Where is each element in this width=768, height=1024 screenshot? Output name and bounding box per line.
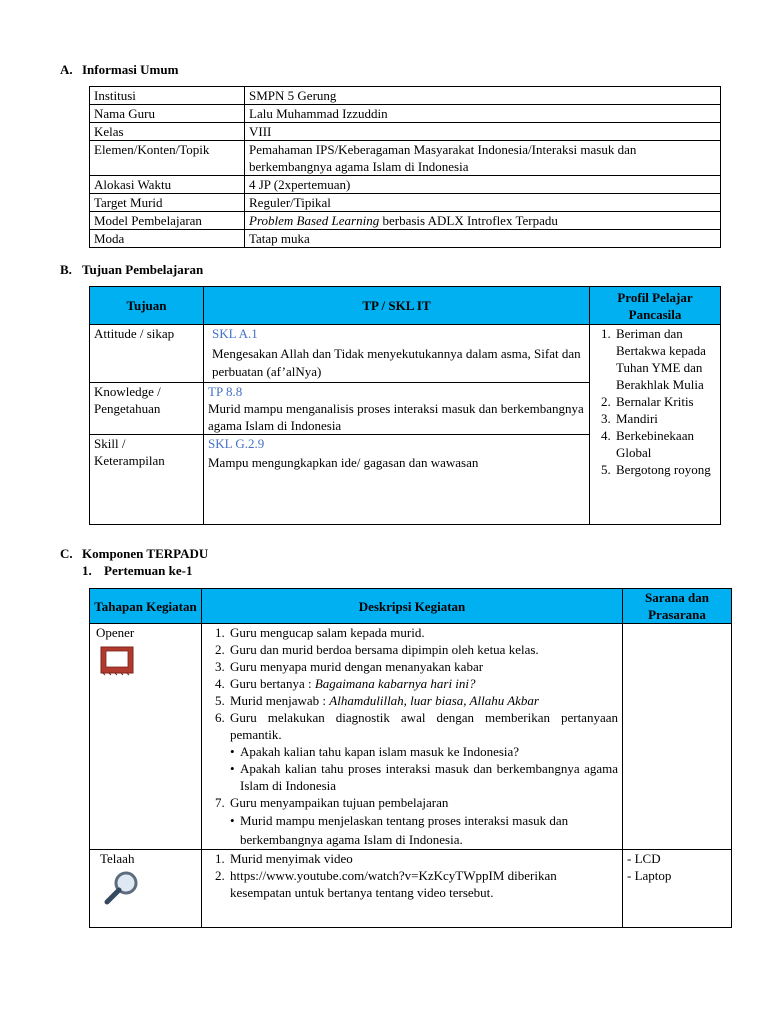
table-row: Elemen/Konten/Topik Pemahaman IPS/Keberagaman Masyarakat Indonesia/Interaksi masuk dan berkembangnya agama Islam di Indonesia	[90, 141, 721, 176]
table-row: Institusi SMPN 5 Gerung	[90, 87, 721, 105]
meeting-1-heading: 1. Pertemuan ke-1	[82, 563, 193, 578]
table-row: Nama Guru Lalu Muhammad Izzuddin	[90, 105, 721, 123]
table-header-row: Tahapan Kegiatan Deskripsi Kegiatan Sarana dan Prasarana	[90, 589, 732, 624]
table-row: Kelas VIII	[90, 123, 721, 141]
table-row: Attitude / sikap SKL A.1 Mengesakan Allah dan Tidak menyekutukannya dalam asma, Sifat dan perbuatan (af’alNya) 1. Beriman dan Bertakwa kepada Tuhan YME dan Berakhlak Mulia 2. Bernalar Kritis 3. Mandiri 4. Berkebinekaan Global 5. Bergotong royong	[90, 325, 721, 383]
table-row: Telaah 1. Murid menyimak video 2. https://www.youtube.com/watch?v=KzKcyTWppIM diberikan kesempatan untuk bertanya tentang video tersebut. - LCD - Laptop	[90, 850, 732, 928]
table-row: Opener 1. Guru mengucap salam kepada murid. 2. Guru dan murid berdoa bersama dipimpin oleh ketua kelas. 3. Guru menyapa murid dengan menanyakan kabar 4. Guru bertanya : Bagaimana kabarnya hari ini? 5. Murid menjawab : Alhamdulillah, luar biasa, Allahu Akbar 6. Guru melakukan diagnostik awal dengan memberikan pertanyaan pemantik. • Apakah kalian tahu kapan islam masuk ke Indonesia? • Apakah kalian tahu proses interaksi masuk dan berkembangnya agama Islam di Indonesia 7. Guru menyampaikan tujuan pembelajaran • Murid mampu menjelaskan tentang proses interaksi masuk dan berkembangnya agama Islam di Indonesia.	[90, 624, 732, 850]
activity-table	[89, 588, 732, 928]
magnifying-glass-icon	[102, 869, 142, 907]
table-row: Alokasi Waktu 4 JP (2xpertemuan)	[90, 176, 721, 194]
table-row: Skill / Keterampilan SKL G.2.9 Mampu mengungkapkan ide/ gagasan dan wawasan	[90, 435, 721, 525]
pancasila-profile-list: 1. Beriman dan Bertakwa kepada Tuhan YME dan Berakhlak Mulia 2. Bernalar Kritis 3. Mandiri 4. Berkebinekaan Global 5. Bergotong royong	[590, 325, 721, 525]
section-c-heading: C. Komponen TERPADU	[60, 546, 209, 561]
table-row: Model Pembelajaran Problem Based Learning berbasis ADLX Introflex Terpadu	[90, 212, 721, 230]
presentation-board-icon	[100, 646, 134, 676]
table-row: Moda Tatap muka	[90, 230, 721, 248]
section-b-heading: B. Tujuan Pembelajaran	[60, 262, 204, 277]
table-row: Knowledge / Pengetahuan TP 8.8 Murid mampu menganalisis proses interaksi masuk dan berkembangnya agama Islam di Indonesia	[90, 383, 721, 435]
table-header-row: Tujuan TP / SKL IT Profil Pelajar Pancasila	[90, 287, 721, 325]
table-row: Target Murid Reguler/Tipikal	[90, 194, 721, 212]
general-info-table	[89, 86, 721, 248]
section-a-heading: A. Informasi Umum	[60, 62, 179, 77]
learning-goals-table	[89, 286, 721, 525]
